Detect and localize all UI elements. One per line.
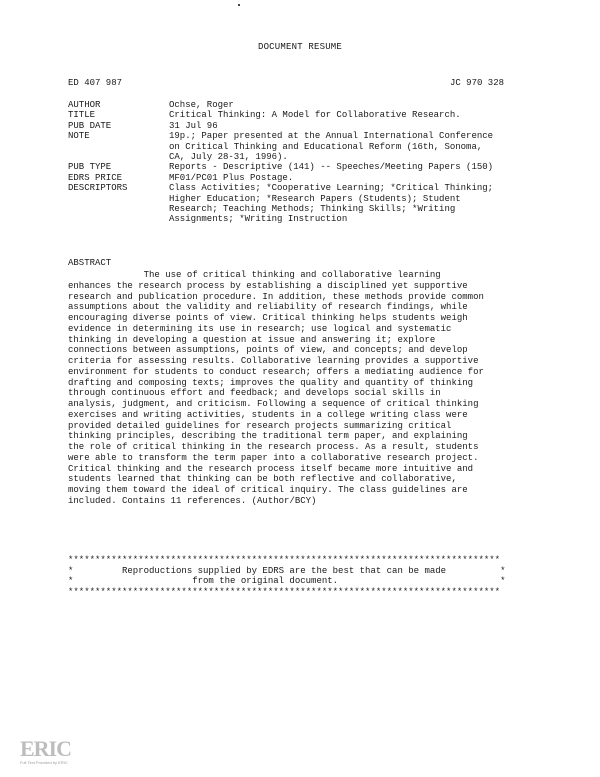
abstract-line: enhances the research process by establishing a disciplined yet supportive [68,280,468,291]
field-value-line: Reports - Descriptive (141) -- Speeches/Meeting Papers (150) [169,162,494,173]
field-value [169,183,548,225]
field-value [169,100,548,110]
field-value-line: CA, July 28-31, 1996). [169,152,288,163]
field-value [169,121,548,131]
abstract-line: were able to transform the term paper into a collaborative research project. [68,452,479,463]
field-row-note [68,131,548,162]
abstract-line: exercises and writing activities, students in a college writing class were [68,409,468,420]
metadata-fields [68,100,548,225]
abstract-line: the role of critical thinking in the research process. As a result, students [68,442,479,452]
field-key: TITLE [68,110,96,121]
abstract-line: analysis, judgment, and criticism. Following a sequence of critical thinking [68,399,479,409]
clearinghouse-number: JC 970 328 [449,78,504,88]
field-value-line: MF01/PC01 Plus Postage. [169,172,294,183]
reproduction-line: ******************************************************************************** [68,586,501,597]
field-row-author [68,100,548,110]
field-value-line: Assignments; *Writing Instruction [169,214,348,225]
field-row-pub-date [68,121,548,131]
field-row-edrs-price [68,173,548,183]
scan-speck [238,4,240,6]
abstract-line: drafting and composing texts; improves the quality and quantity of thinking [68,377,474,388]
reproduction-line: * from the original document. * [68,576,506,587]
abstract-line: assumptions about the validity and reliability of research findings, while [68,302,468,313]
abstract-line: students learned that thinking can be both reflective and collaborative, [68,474,457,485]
eric-logo-text: ERIC [20,736,72,761]
field-value [169,131,548,162]
field-value-line: Class Activities; *Cooperative Learning; *Critical Thinking; [169,183,494,194]
abstract-line: The use of critical thinking and collaborative learning [68,270,441,280]
field-value [169,173,548,183]
field-key: NOTE [68,131,90,142]
field-value [169,162,548,172]
field-key: DESCRIPTORS [68,183,128,194]
reproduction-line: * Reproductions supplied by EDRS are the best that can be made * [68,565,506,576]
abstract-line: connections between assumptions, points of view, and concepts; and develop [68,345,468,356]
document-title: DOCUMENT RESUME [257,42,342,52]
field-value-line: 31 Jul 96 [169,120,218,131]
abstract-line: research and publication procedure. In addition, these methods provide common [68,291,484,302]
reproduction-notice [68,555,550,597]
field-value-line: 19p.; Paper presented at the Annual International Conference [169,131,494,142]
field-value-line: Research; Teaching Methods; Thinking Skills; *Writing [169,204,456,215]
field-value-line: on Critical Thinking and Educational Reform (16th, Sonoma, [169,141,483,152]
eric-logo [20,736,72,765]
abstract-line: criteria for assessing results. Collaborative learning provides a supportive [68,356,479,366]
field-value-line: Higher Education; *Research Papers (Students); Student [169,193,461,204]
ed-number: ED 407 987 [68,78,123,88]
field-key: PUB DATE [68,120,112,131]
abstract-line: through continuous effort and feedback; and develops social skills in [68,388,441,399]
abstract-line: included. Contains 11 references. (Author/BCY) [68,495,317,506]
field-value-line: Ochse, Roger [169,100,234,110]
accession-line [68,78,504,88]
abstract-line: evidence in determining its use in research; use logical and systematic [68,323,452,334]
abstract-line: moving them toward the ideal of critical inquiry. The class guidelines are [68,485,468,495]
abstract-line: thinking principles, describing the traditional term paper, and explaining [68,431,468,442]
abstract-label: ABSTRACT [68,258,112,268]
abstract-line: thinking in developing a question at issue and answering it; explore [68,334,436,345]
field-key: EDRS PRICE [68,172,123,183]
field-value-line: Critical Thinking: A Model for Collaborative Research. [169,110,461,121]
abstract-line: environment for students to conduct research; offers a mediating audience for [68,366,484,377]
reproduction-line: ******************************************************************************** [68,555,501,565]
field-key: PUB TYPE [68,162,112,173]
eric-logo-tagline: Full Text Provided by ERIC [20,760,68,765]
abstract-line: encouraging diverse points of view. Critical thinking helps students weigh [68,313,468,323]
abstract-line: provided detailed guidelines for research projects summarizing critical [68,420,452,431]
field-value [169,110,548,120]
abstract-text [68,270,540,507]
field-row-pub-type [68,162,548,172]
abstract-line: Critical thinking and the research process itself became more intuitive and [68,463,474,474]
field-row-title [68,110,548,120]
field-key: AUTHOR [68,100,101,110]
field-row-descriptors [68,183,548,225]
